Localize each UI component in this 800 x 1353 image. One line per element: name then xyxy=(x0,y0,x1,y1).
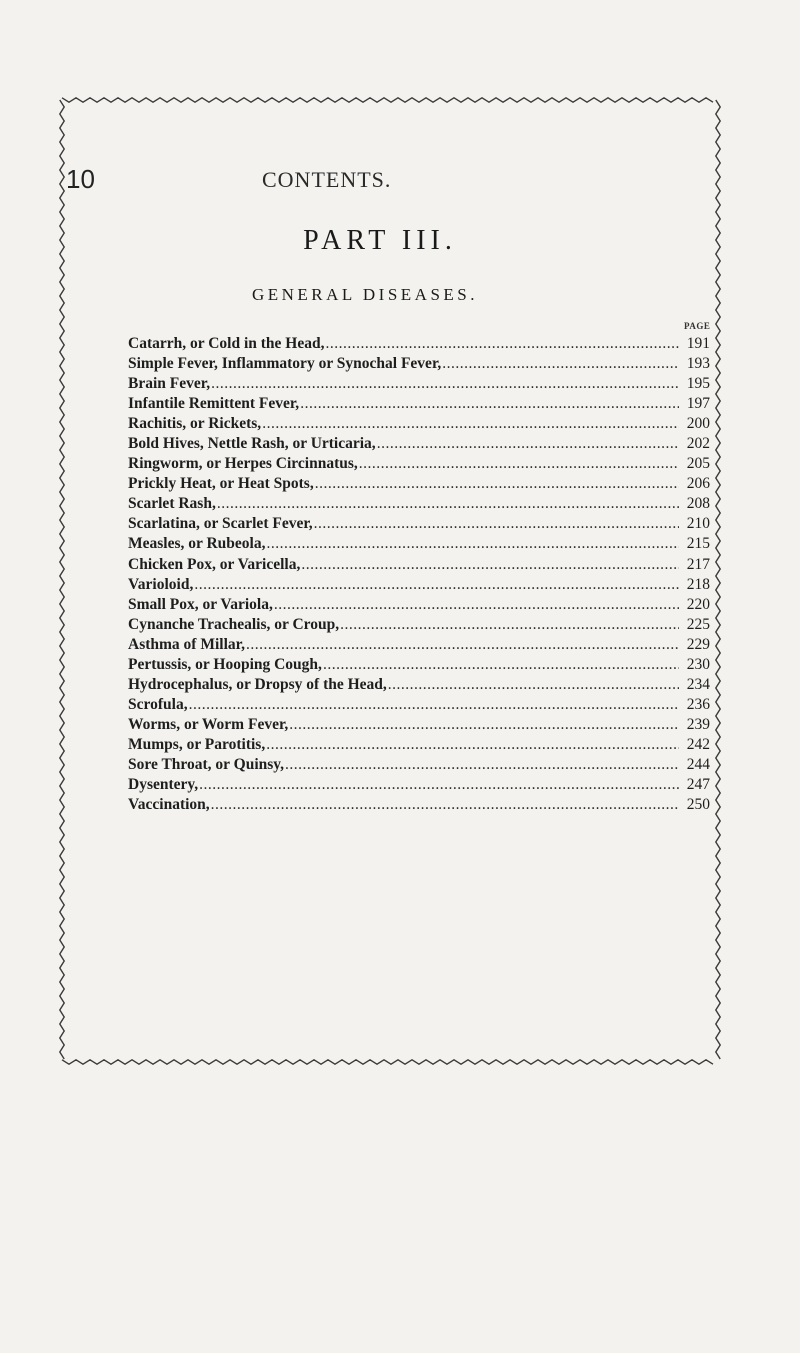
entry-title: Small Pox, or Variola, xyxy=(128,595,273,613)
contents-entry xyxy=(128,355,710,375)
entry-title: Scrofula, xyxy=(128,695,188,713)
running-title: CONTENTS. xyxy=(262,167,392,192)
entry-page-number: 195 xyxy=(686,375,710,393)
contents-entry xyxy=(128,515,710,535)
entry-title: Mumps, or Parotitis, xyxy=(128,735,266,753)
page-column-label: PAGE xyxy=(684,321,711,331)
entry-title: Vaccination, xyxy=(128,796,210,814)
entry-page-number: 202 xyxy=(686,435,710,453)
entry-title: Pertussis, or Hooping Cough, xyxy=(128,655,322,673)
section-heading: GENERAL DISEASES. xyxy=(251,285,479,304)
entry-page-number: 230 xyxy=(686,655,710,673)
entry-page-number: 244 xyxy=(686,755,710,773)
dot-leader xyxy=(266,535,679,553)
entry-page-number: 239 xyxy=(686,715,710,733)
entry-title: Catarrh, or Cold in the Head, xyxy=(128,335,325,352)
contents-entry xyxy=(128,415,710,435)
dot-leader xyxy=(194,576,679,594)
entry-title: Sore Throat, or Quinsy, xyxy=(128,755,285,773)
entry-page-number: 220 xyxy=(686,595,710,613)
entry-title: Cynanche Trachealis, or Croup, xyxy=(128,615,340,633)
contents-entry xyxy=(128,375,710,395)
page-number: 10 xyxy=(66,164,95,194)
entry-title: Bold Hives, Nettle Rash, or Urticaria, xyxy=(128,435,376,453)
contents-entry xyxy=(128,576,710,596)
border-right-line xyxy=(716,100,720,1059)
dot-leader xyxy=(274,596,679,614)
contents-entry xyxy=(128,636,710,656)
entry-page-number: 250 xyxy=(686,796,710,814)
dot-leader xyxy=(314,515,679,533)
contents-entry xyxy=(128,756,710,776)
dot-leader xyxy=(285,756,679,774)
dot-leader xyxy=(301,556,679,574)
entry-page-number: 225 xyxy=(686,615,710,633)
dot-leader xyxy=(211,796,679,814)
entry-page-number: 236 xyxy=(686,695,710,713)
contents-entry xyxy=(128,535,710,555)
entry-page-number: 229 xyxy=(686,635,710,653)
dot-leader xyxy=(325,335,679,353)
dot-leader xyxy=(211,375,679,393)
entry-title: Simple Fever, Inflammatory or Synochal Fever, xyxy=(128,355,442,373)
contents-entry xyxy=(128,676,710,696)
contents-entry xyxy=(128,656,710,676)
contents-entry xyxy=(128,475,710,495)
entry-page-number: 206 xyxy=(686,475,710,493)
contents-entry xyxy=(128,736,710,756)
entry-page-number: 217 xyxy=(686,555,710,573)
entry-title: Rachitis, or Rickets, xyxy=(128,415,262,433)
dot-leader xyxy=(199,776,679,794)
contents-entry xyxy=(128,395,710,415)
entry-title: Measles, or Rubeola, xyxy=(128,535,266,553)
entry-page-number: 191 xyxy=(686,335,710,352)
entry-page-number: 197 xyxy=(686,395,710,413)
dot-leader xyxy=(388,676,679,694)
dot-leader xyxy=(266,736,679,754)
contents-entry xyxy=(128,435,710,455)
entry-title: Dysentery, xyxy=(128,776,199,794)
dot-leader xyxy=(246,636,679,654)
entry-page-number: 247 xyxy=(686,776,710,794)
dot-leader xyxy=(340,616,679,634)
contents-entry xyxy=(128,616,710,636)
entry-title: Brain Fever, xyxy=(128,375,211,393)
dot-leader xyxy=(377,435,679,453)
entry-page-number: 200 xyxy=(686,415,710,433)
entry-title: Scarlatina, or Scarlet Fever, xyxy=(128,515,313,533)
contents-entry xyxy=(128,596,710,616)
entry-page-number: 242 xyxy=(686,735,710,753)
entry-page-number: 208 xyxy=(686,495,710,513)
entry-title: Chicken Pox, or Varicella, xyxy=(128,555,301,573)
entry-title: Ringworm, or Herpes Circinnatus, xyxy=(128,455,358,473)
contents-list xyxy=(128,335,710,816)
entry-page-number: 215 xyxy=(686,535,710,553)
entry-title: Infantile Remittent Fever, xyxy=(128,395,300,413)
contents-entry xyxy=(128,716,710,736)
contents-entry xyxy=(128,776,710,796)
entry-page-number: 205 xyxy=(686,455,710,473)
dot-leader xyxy=(189,696,679,714)
border-bottom-line xyxy=(62,1060,713,1064)
contents-entry xyxy=(128,696,710,716)
entry-page-number: 218 xyxy=(686,575,710,593)
part-heading: PART III. xyxy=(303,225,457,256)
dot-leader xyxy=(315,475,679,493)
border-top-line xyxy=(62,98,713,102)
entry-title: Worms, or Worm Fever, xyxy=(128,715,289,733)
dot-leader xyxy=(323,656,679,674)
dot-leader xyxy=(262,415,679,433)
entry-title: Asthma of Millar, xyxy=(128,635,245,653)
dot-leader xyxy=(359,455,679,473)
entry-page-number: 234 xyxy=(686,675,710,693)
entry-title: Hydrocephalus, or Dropsy of the Head, xyxy=(128,675,387,693)
border-left-line xyxy=(60,100,64,1059)
entry-title: Scarlet Rash, xyxy=(128,495,216,513)
entry-title: Varioloid, xyxy=(128,575,194,593)
contents-entry xyxy=(128,495,710,515)
dot-leader xyxy=(289,716,679,734)
entry-title: Prickly Heat, or Heat Spots, xyxy=(128,475,314,493)
dot-leader xyxy=(217,495,679,513)
contents-entry xyxy=(128,335,710,355)
contents-entry xyxy=(128,556,710,576)
contents-entry xyxy=(128,455,710,475)
dot-leader xyxy=(300,395,679,413)
entry-page-number: 210 xyxy=(686,515,710,533)
contents-entry xyxy=(128,796,710,816)
entry-page-number: 193 xyxy=(686,355,710,373)
running-head xyxy=(66,164,506,194)
dot-leader xyxy=(442,355,679,373)
